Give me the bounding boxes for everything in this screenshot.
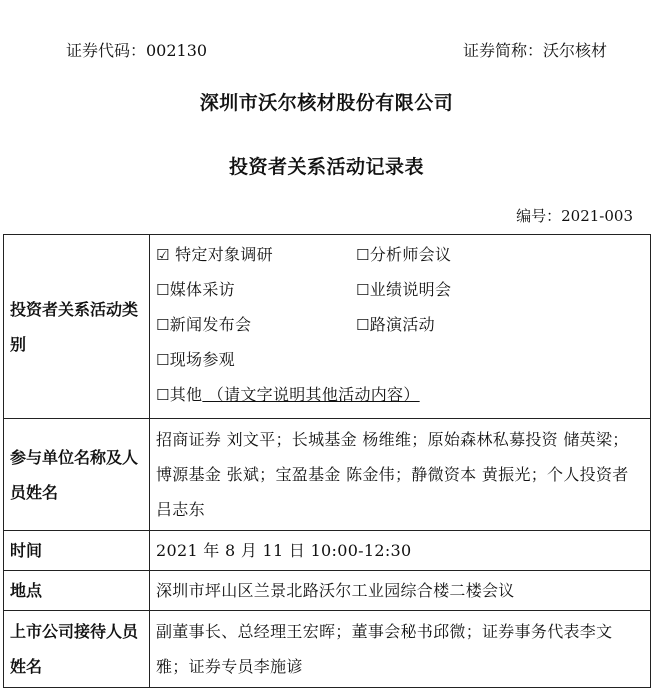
- checked-box-icon: ☑: [156, 246, 170, 264]
- participants-row: [4, 419, 651, 531]
- checkbox-icon: ☐: [356, 316, 370, 334]
- activity-type-options: [150, 235, 651, 419]
- participants-label: 参与单位名称及人员姓名: [4, 419, 150, 531]
- stock-info-line: [0, 34, 653, 62]
- location-value: 深圳市坪山区兰景北路沃尔工业园综合楼二楼会议: [150, 571, 651, 611]
- checkbox-icon: ☐: [156, 351, 170, 369]
- option-press-conference[interactable]: ☐新闻发布会: [156, 315, 252, 334]
- option-earnings-call[interactable]: ☐业绩说明会: [356, 280, 452, 299]
- time-label: 时间: [4, 531, 150, 571]
- form-title: 投资者关系活动记录表: [228, 156, 424, 178]
- option-site-visit[interactable]: ☐现场参观: [156, 350, 235, 369]
- location-row: [4, 571, 651, 611]
- company-title: 深圳市沃尔核材股份有限公司: [199, 92, 454, 114]
- option-analyst-meeting[interactable]: ☐分析师会议: [356, 245, 452, 264]
- option-roadshow[interactable]: ☐路演活动: [356, 315, 435, 334]
- reception-value: 副董事长、总经理王宏晖；董事会秘书邱微；证券事务代表李文雅；证券专员李施谚: [150, 611, 651, 688]
- reception-row: [4, 611, 651, 688]
- option-media-interview[interactable]: ☐媒体采访: [156, 280, 235, 299]
- checkbox-icon: ☐: [156, 316, 170, 334]
- activity-type-row: [4, 235, 651, 419]
- record-table: [3, 234, 651, 688]
- stock-code: 证券代码：002130: [66, 41, 208, 60]
- stock-abbreviation: 证券简称：沃尔核材: [462, 41, 607, 60]
- activity-type-label: 投资者关系活动类别: [4, 235, 150, 419]
- option-other[interactable]: ☐其他 （请文字说明其他活动内容）: [156, 385, 420, 404]
- participants-value: 招商证券 刘文平；长城基金 杨维维；原始森林私募投资 储英梁；博源基金 张斌；宝盈基金 陈金伟；静微资本 黄振光；个人投资者 吕志东: [150, 419, 651, 531]
- checkbox-icon: ☐: [356, 281, 370, 299]
- checkbox-icon: ☐: [156, 281, 170, 299]
- other-activity-note[interactable]: （请文字说明其他活动内容）: [202, 385, 420, 404]
- checkbox-icon: ☐: [356, 246, 370, 264]
- option-specific-research[interactable]: ☑ 特定对象调研: [156, 245, 273, 264]
- document-number: 编号：2021-003: [516, 207, 633, 225]
- time-value: 2021 年 8 月 11 日 10:00-12:30: [150, 531, 651, 571]
- time-row: [4, 531, 651, 571]
- location-label: 地点: [4, 571, 150, 611]
- checkbox-icon: ☐: [156, 386, 170, 404]
- reception-label: 上市公司接待人员姓名: [4, 611, 150, 688]
